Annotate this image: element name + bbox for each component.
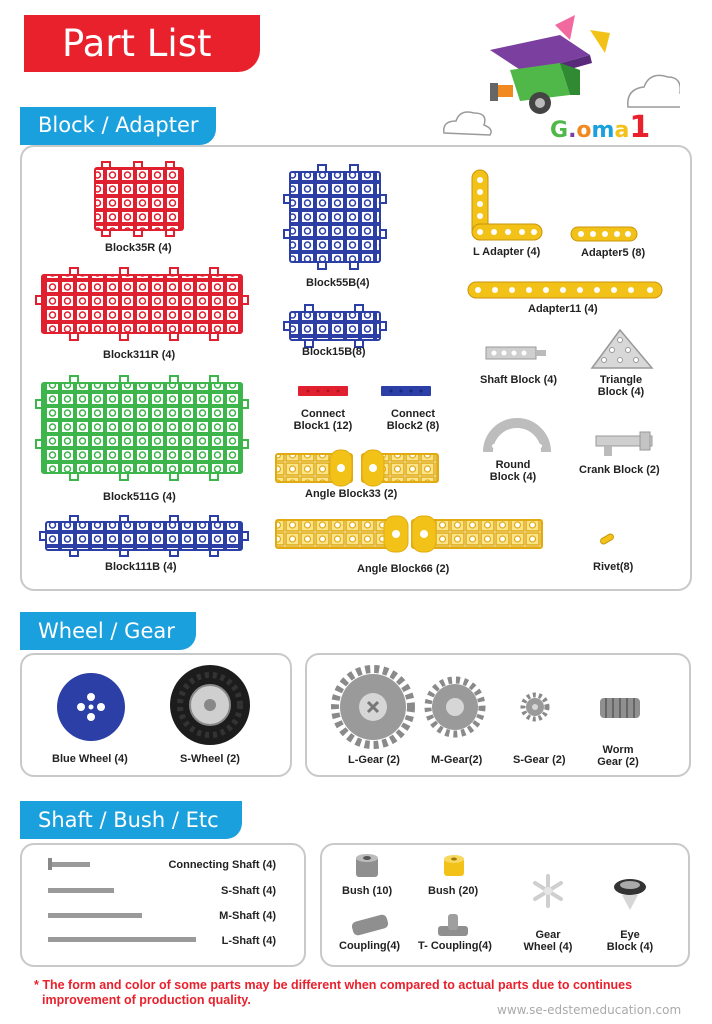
- block511g-label: Block511G (4): [103, 491, 176, 503]
- bush20-image: [444, 855, 464, 876]
- l-adapter-label: L Adapter (4): [473, 246, 541, 258]
- gear-wheel-label: Gear Wheel (4): [523, 929, 573, 953]
- connecting-shaft-label: Connecting Shaft (4): [168, 859, 276, 871]
- eye-block-label: Eye Block (4): [606, 929, 654, 953]
- s-gear-label: S-Gear (2): [513, 754, 566, 766]
- s-shaft-label: S-Shaft (4): [221, 885, 276, 897]
- rivet-label: Rivet(8): [593, 561, 634, 573]
- block55b-label: Block55B(4): [306, 277, 370, 289]
- blue-wheel-label: Blue Wheel (4): [52, 753, 128, 765]
- shaft-block-label: Shaft Block (4): [480, 374, 558, 386]
- crank-block-label: Crank Block (2): [579, 464, 660, 476]
- bush10-label: Bush (10): [342, 885, 393, 897]
- round-block-label: Round Block (4): [489, 459, 537, 483]
- s-shaft-image: [48, 888, 114, 893]
- bush10-image: [356, 854, 378, 877]
- m-gear-label: M-Gear(2): [431, 754, 483, 766]
- t-coupling-image: [438, 914, 468, 936]
- s-wheel-label: S-Wheel (2): [180, 753, 240, 765]
- coupling-label: Coupling(4): [339, 940, 401, 952]
- angle-block66-label: Angle Block66 (2): [357, 563, 450, 575]
- angle-block33-label: Angle Block33 (2): [305, 488, 398, 500]
- brand-logo: G.oma1: [550, 110, 651, 145]
- gear-wheel-image: [535, 876, 561, 906]
- section-title-block: Block / Adapter: [38, 113, 199, 137]
- eye-block-image: [614, 879, 646, 910]
- block15b-label: Block15B(8): [302, 346, 366, 358]
- block311r-label: Block311R (4): [103, 349, 176, 361]
- coupling-image: [351, 914, 389, 937]
- adapter11-label: Adapter11 (4): [528, 303, 598, 315]
- footer-note: * The form and color of some parts may be different when compared to actual parts due to continues improvement of production quality.: [34, 978, 633, 1007]
- m-shaft-label: M-Shaft (4): [219, 910, 276, 922]
- block35r-label: Block35R (4): [105, 242, 172, 254]
- connect-block2-label: Connect Block2 (8): [386, 408, 440, 432]
- section-title-wheel: Wheel / Gear: [38, 619, 175, 643]
- section-title-shaft: Shaft / Bush / Etc: [38, 808, 219, 832]
- block111b-label: Block111B (4): [105, 561, 177, 573]
- page-title: Part List: [62, 22, 212, 65]
- connect-block1-label: Connect Block1 (12): [293, 408, 353, 432]
- bush20-label: Bush (20): [428, 885, 479, 897]
- triangle-block-label: Triangle Block (4): [597, 374, 645, 398]
- adapter5-label: Adapter5 (8): [581, 247, 646, 259]
- worm-gear-label: Worm Gear (2): [597, 744, 639, 768]
- footer-url[interactable]: www.se-edstemeducation.com: [497, 1003, 682, 1017]
- t-coupling-label: T- Coupling(4): [418, 940, 492, 952]
- connecting-shaft-image: [48, 858, 90, 870]
- l-shaft-label: L-Shaft (4): [221, 935, 276, 947]
- l-gear-label: L-Gear (2): [348, 754, 400, 766]
